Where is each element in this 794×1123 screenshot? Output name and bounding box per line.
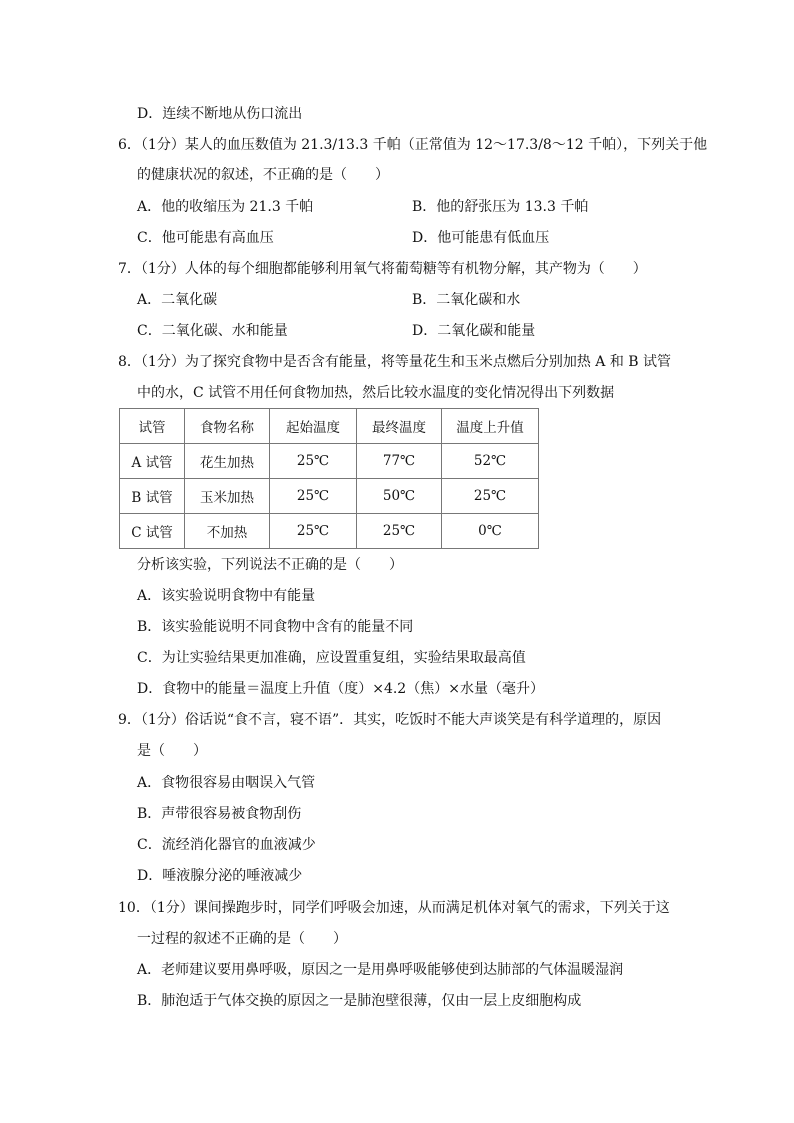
table-cell: 25℃ xyxy=(270,514,357,549)
table-cell: 0℃ xyxy=(442,514,539,549)
q8-stem-cont: 中的水，C 试管不用任何食物加热，然后比较水温度的变化情况得出下列数据 xyxy=(137,385,615,401)
q7-option-a: A．二氧化碳 xyxy=(137,292,218,308)
q10-stem-cont: 一过程的叙述不正确的是（ ） xyxy=(137,931,347,947)
q7-option-d: D．二氧化碳和能量 xyxy=(412,323,536,339)
q10-stem: 10．（1分）课间操跑步时，同学们呼吸会加速，从而满足机体对氧气的需求，下列关于这 xyxy=(118,900,670,916)
table-cell: 25℃ xyxy=(270,444,357,479)
q6-option-a: A．他的收缩压为 21.3 千帕 xyxy=(137,199,314,215)
table-cell: A 试管 xyxy=(120,444,185,479)
q9-option-d: D．唾液腺分泌的唾液减少 xyxy=(137,868,303,884)
q10-option-b: B．肺泡适于气体交换的原因之一是肺泡壁很薄，仅由一层上皮细胞构成 xyxy=(137,993,582,1009)
q9-stem: 9．（1分）俗话说“食不言，寝不语”．其实，吃饭时不能大声谈笑是有科学道理的，原因 xyxy=(118,712,662,728)
q7-stem: 7．（1分）人体的每个细胞都能够利用氧气将葡萄糖等有机物分解，其产物为（ ） xyxy=(118,261,647,277)
q9-option-a: A．食物很容易由咽误入气管 xyxy=(137,775,316,791)
q8-option-d: D．食物中的能量＝温度上升值（度）×4.2（焦）×水量（毫升） xyxy=(137,681,544,697)
q8-option-a: A．该实验说明食物中有能量 xyxy=(137,588,316,604)
q9-stem-cont: 是（ ） xyxy=(137,743,207,759)
table-header-cell: 食物名称 xyxy=(185,409,270,444)
table-cell: B 试管 xyxy=(120,479,185,514)
q9-option-c: C．流经消化器官的血液减少 xyxy=(137,837,316,853)
q7-option-c: C．二氧化碳、水和能量 xyxy=(137,323,288,339)
table-cell: 不加热 xyxy=(185,514,270,549)
table-cell: 25℃ xyxy=(442,479,539,514)
q6-option-d: D．他可能患有低血压 xyxy=(412,230,550,246)
data-table xyxy=(119,408,539,549)
table-cell: 25℃ xyxy=(357,514,442,549)
q6-option-b: B．他的舒张压为 13.3 千帕 xyxy=(412,199,589,215)
table-row xyxy=(120,514,539,549)
table-cell: 77℃ xyxy=(357,444,442,479)
table-cell: 玉米加热 xyxy=(185,479,270,514)
q6-option-c: C．他可能患有高血压 xyxy=(137,230,274,246)
q5-option-d: D．连续不断地从伤口流出 xyxy=(137,106,303,122)
table-header-cell: 温度上升值 xyxy=(442,409,539,444)
table-header-cell: 试管 xyxy=(120,409,185,444)
q6-stem: 6．（1分）某人的血压数值为 21.3/13.3 千帕（正常值为 12～17.3/8～12 千帕），下列关于他 xyxy=(118,137,708,153)
q8-prompt: 分析该实验，下列说法不正确的是（ ） xyxy=(137,557,403,573)
table-cell: 52℃ xyxy=(442,444,539,479)
q7-option-b: B．二氧化碳和水 xyxy=(412,292,521,308)
q6-stem-cont: 的健康状况的叙述，不正确的是（ ） xyxy=(137,167,389,183)
table-cell: 花生加热 xyxy=(185,444,270,479)
q9-option-b: B．声带很容易被食物刮伤 xyxy=(137,806,302,822)
table-header-row xyxy=(120,409,539,444)
table-cell: 50℃ xyxy=(357,479,442,514)
q10-option-a: A．老师建议要用鼻呼吸，原因之一是用鼻呼吸能够使到达肺部的气体温暖湿润 xyxy=(137,962,624,978)
q8-stem: 8．（1分）为了探究食物中是否含有能量，将等量花生和玉米点燃后分别加热 A 和 B 试管 xyxy=(118,354,672,370)
table-cell: 25℃ xyxy=(270,479,357,514)
q8-option-b: B．该实验能说明不同食物中含有的能量不同 xyxy=(137,619,414,635)
table-header-cell: 最终温度 xyxy=(357,409,442,444)
q8-option-c: C．为让实验结果更加准确，应设置重复组，实验结果取最高值 xyxy=(137,650,526,666)
table-header-cell: 起始温度 xyxy=(270,409,357,444)
table-row xyxy=(120,444,539,479)
table-cell: C 试管 xyxy=(120,514,185,549)
table-row xyxy=(120,479,539,514)
